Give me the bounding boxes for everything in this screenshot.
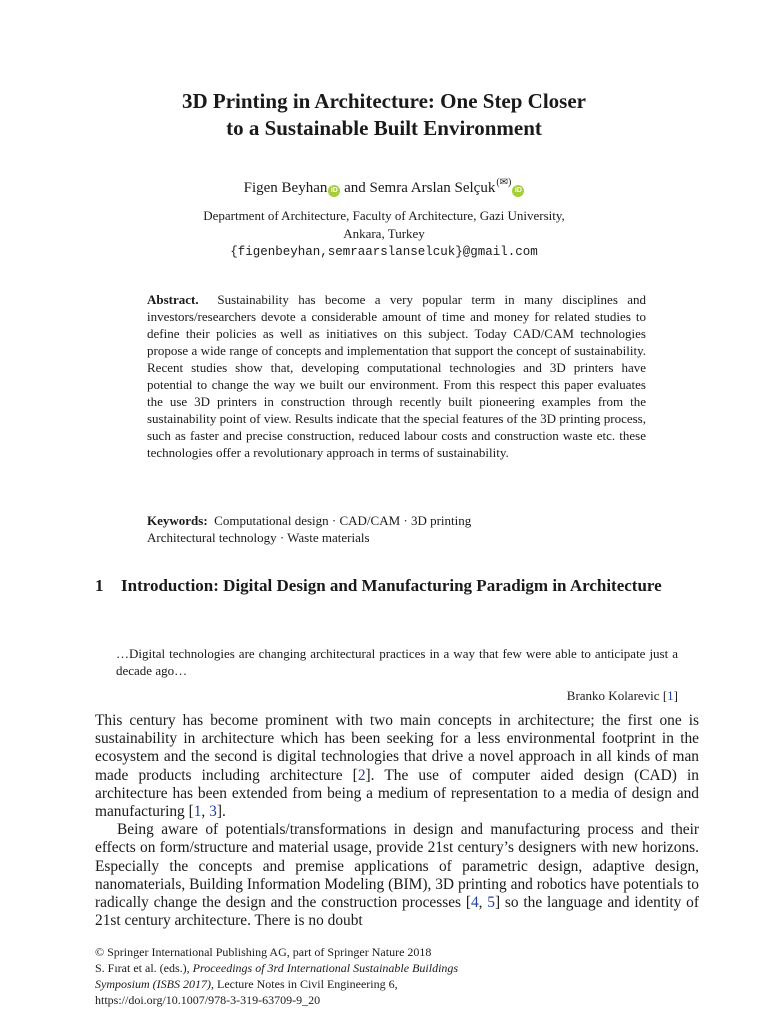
body-text [95, 712, 699, 930]
citation-link[interactable]: 2 [357, 766, 366, 784]
epigraph-author: Branko Kolarevic [566, 688, 660, 703]
paper-title-line-2: to a Sustainable Built Environment [226, 116, 542, 140]
abstract-text: Sustainability has become a very popular term in many disciplines and investors/researchers devote a considerable amount of time and money for related studies to define their policies as well as initiatives on this subject. Today CAD/CAM technologies propose a wide range of concepts and implementation that support the concept of sustainability. Recent studies show that, developing computational technologies and 3D printers have potential to change the way we built our environment. From this respect this paper evaluates the use 3D printers in construction through recently built pioneering examples from the sustainability point of view. Results indicate that the special features of the 3D printing process, such as faster and precise construction, reduced labour costs and construction waste etc. these technologies offer a revolutionary approach in terms of sustainability. [147, 292, 647, 460]
section-heading [95, 575, 675, 597]
keywords-line: Architectural technology · Waste materials [147, 530, 370, 545]
proceedings-title: Proceedings of 3rd International Sustainable Buildings [192, 961, 459, 975]
citation-link[interactable]: 3 [209, 803, 217, 821]
citation-link[interactable]: 5 [487, 894, 495, 912]
proceedings-title: Symposium (ISBS 2017) [95, 977, 211, 991]
epigraph-quote: …Digital technologies are changing architectural practices in a way that few were able to anticipate just a decade ago… [116, 646, 678, 678]
section-number: 1 [95, 576, 104, 595]
series-info: , Lecture Notes in Civil Engineering 6, [210, 977, 398, 991]
paragraph: This century has become prominent with two main concepts in architecture; the first one is sustainability in architecture which has been seeking for a less environmental footprint in the ecosystem and the second is digital technologies that drive a novel approach in all kinds of man made products including architecture [2]. The use of computer aided design (CAD) in architecture has been extended from being a medium of representation to a media of design and manufacturing [1, 3]. [95, 712, 699, 821]
affiliation-line: Department of Architecture, Faculty of Architecture, Gazi University, [203, 208, 565, 223]
citation-link[interactable]: 1 [193, 803, 202, 821]
paper-title-line-1: 3D Printing in Architecture: One Step Closer [181, 89, 586, 113]
author-name: Semra Arslan Selçuk [369, 180, 496, 196]
author-name: Figen Beyhan [243, 180, 328, 196]
orcid-icon[interactable]: iD [512, 185, 524, 197]
citation-link[interactable]: 1 [667, 688, 674, 703]
corresponding-author-envelope-icon: (✉) [496, 177, 512, 188]
keywords [147, 512, 646, 546]
copyright-line: © Springer International Publishing AG, part of Springer Nature 2018 [95, 945, 432, 959]
author-conjunction: and [340, 180, 370, 196]
epigraph-attribution: Branko Kolarevic [1] [566, 688, 678, 703]
affiliation [0, 207, 768, 261]
abstract-label: Abstract. [147, 292, 199, 307]
paper-title [0, 88, 768, 142]
section-title: Introduction: Digital Design and Manufacturing Paradigm in Architecture [121, 576, 662, 595]
author-emails: {figenbeyhan,semraarslanselcuk}@gmail.com [230, 245, 538, 259]
keywords-line: Computational design · CAD/CAM · 3D printing [214, 513, 472, 528]
publication-footer [95, 944, 699, 1008]
keywords-label: Keywords: [147, 513, 208, 528]
author-line [0, 173, 768, 198]
editors: S. Fırat et al. (eds.), [95, 961, 193, 975]
abstract [147, 291, 646, 461]
citation-link[interactable]: 4 [470, 894, 479, 912]
affiliation-line: Ankara, Turkey [343, 226, 425, 241]
doi-link[interactable]: https://doi.org/10.1007/978-3-319-63709-9_20 [95, 993, 321, 1007]
orcid-icon[interactable]: iD [328, 185, 340, 197]
paragraph: Being aware of potentials/transformations in design and manufacturing process and their effects on form/structure and material usage, provide 21st century’s designers with new horizons. Especially the concepts and premise applications of parametric design, adaptive design, nanomaterials, Building Information Modeling (BIM), 3D printing and robotics have potentials to radically change the design and the construction processes [4, 5] so the language and identity of 21st century architecture. There is no doubt [95, 821, 699, 930]
